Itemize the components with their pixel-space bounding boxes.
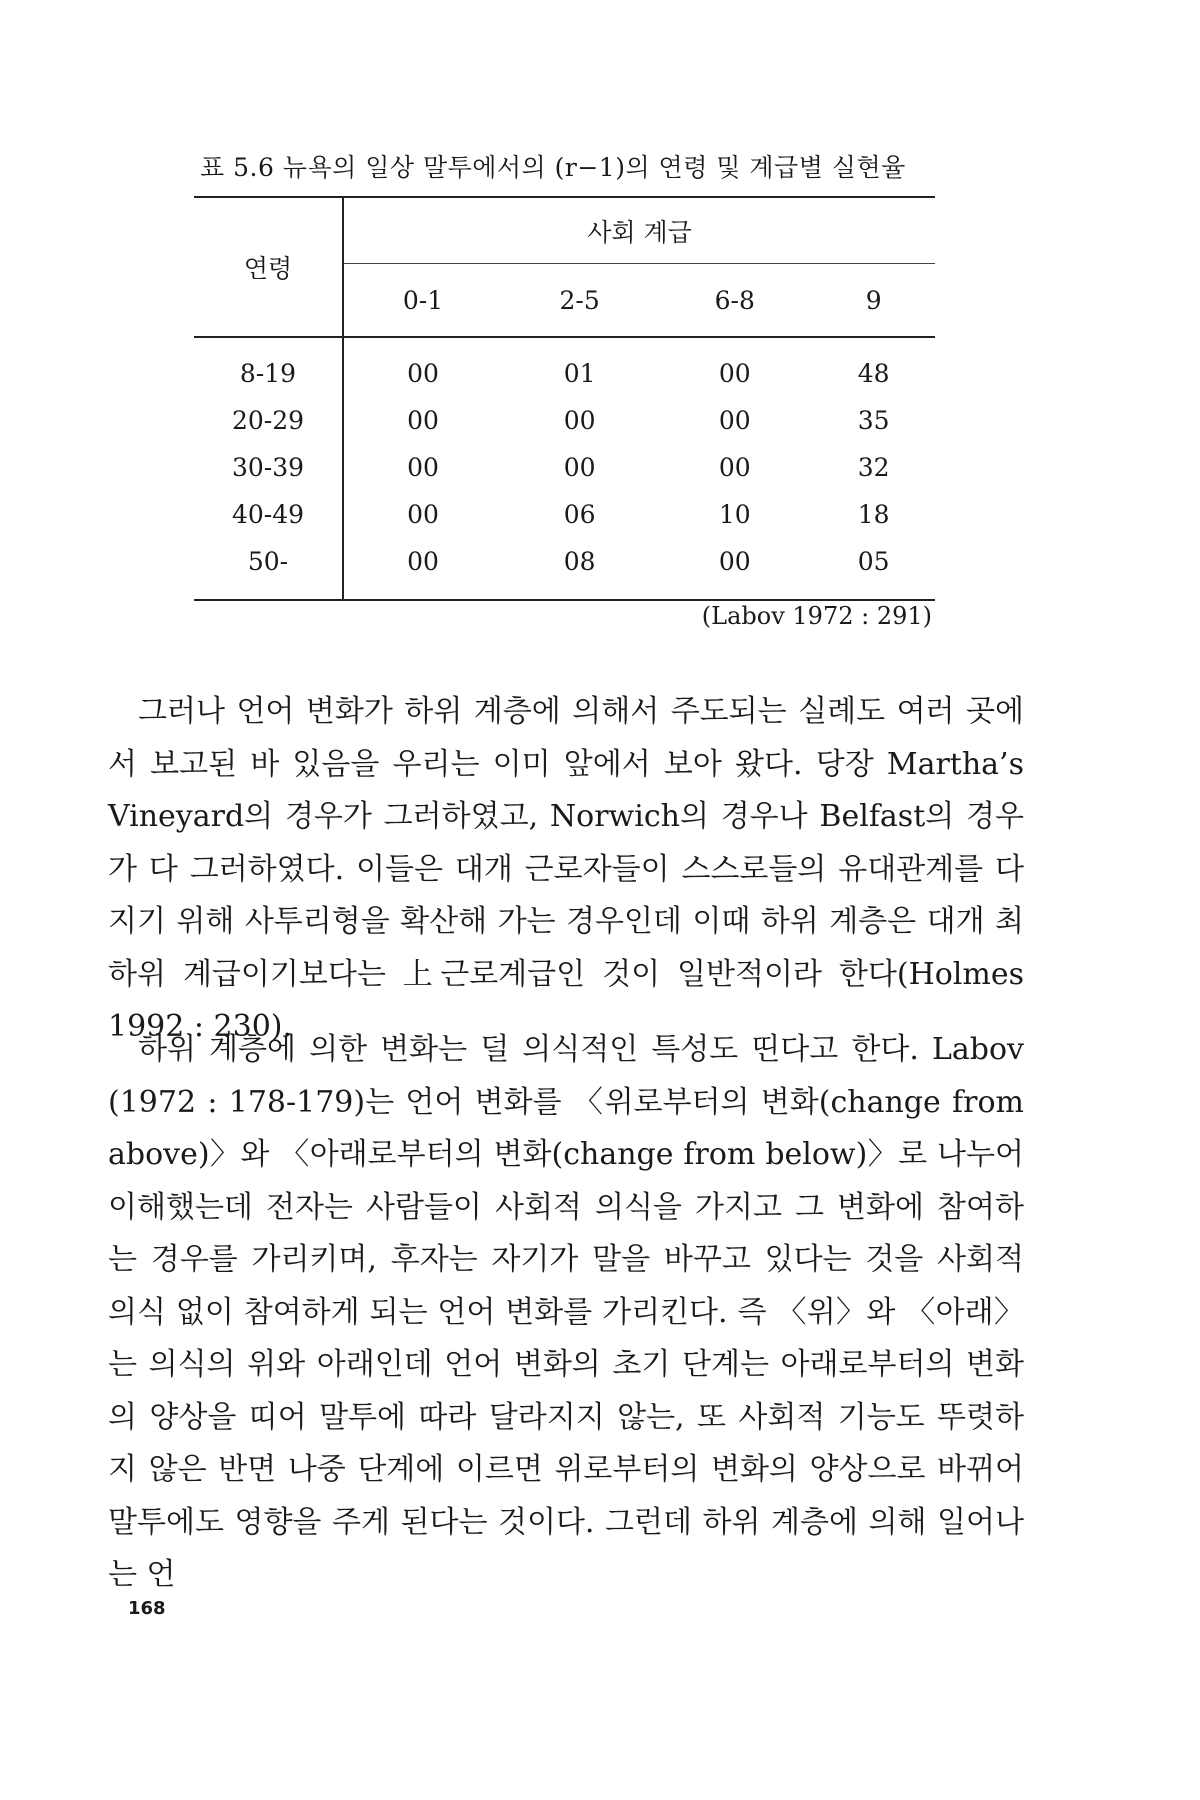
value-cell: 10: [718, 500, 751, 529]
row-header-age: 연령: [194, 197, 343, 337]
value-cell: 00: [718, 359, 751, 388]
page-number: 168: [128, 1598, 166, 1619]
value-cell: 00: [718, 406, 751, 435]
value-cell: 00: [407, 453, 439, 482]
column-header: 6-8: [657, 264, 812, 337]
value-cell: 00: [718, 453, 751, 482]
age-cell: 30-39: [194, 444, 343, 491]
value-cell: 05: [857, 547, 890, 576]
column-header: 2-5: [502, 264, 657, 337]
value-cell: 00: [563, 453, 596, 482]
value-cell: 00: [407, 547, 439, 576]
table-source: (Labov 1972 : 291): [701, 602, 932, 630]
value-cell: 01: [563, 359, 596, 388]
age-cell: 20-29: [194, 397, 343, 444]
value-cell: 48: [857, 359, 890, 388]
value-cell: 32: [857, 453, 890, 482]
table-caption: 표 5.6 뉴욕의 일상 말투에서의 (r−1)의 연령 및 계급별 실현율: [200, 153, 906, 182]
column-header: 9: [812, 264, 935, 337]
table-row: [194, 397, 935, 444]
age-cell: 40-49: [194, 491, 343, 538]
table-row: [194, 337, 935, 397]
value-cell: 08: [563, 547, 596, 576]
body-paragraph: 하위 계층에 의한 변화는 덜 의식적인 특성도 띤다고 한다. Labov (1972 : 178-179)는 언어 변화를 〈위로부터의 변화(change from above)〉와 〈아래로부터의 변화(change from below)〉로 나누어 이해했는데 전자는 사람들이 사회적 의식을 가지고 그 변화에 참여하는 경우를 가리키며, 후자는 자기가 말을 바꾸고 있다는 것을 사회적 의식 없이 참여하게 되는 언어 변화를 가리킨다. 즉 〈위〉와 〈아래〉는 의식의 위와 아래인데 언어 변화의 초기 단계는 아래로부터의 변화의 양상을 띠어 말투에 따라 달라지지 않는, 또 사회적 기능도 뚜렷하지 않은 반면 나중 단계에 이르면 위로부터의 변화의 양상으로 바뀌어 말투에도 영향을 주게 된다는 것이다. 그런데 하위 계층에 의해 일어나는 언: [108, 1032, 1024, 1592]
age-cell: 50-: [194, 538, 343, 600]
value-cell: 00: [407, 406, 439, 435]
value-cell: 00: [563, 406, 596, 435]
table-row: [194, 444, 935, 491]
body-paragraph: 그러나 언어 변화가 하위 계층에 의해서 주도되는 실례도 여러 곳에서 보고된 바 있음을 우리는 이미 앞에서 보아 왔다. 당장 Martha’s Vineyard의 경우가 그러하였고, Norwich의 경우나 Belfast의 경우가 다 그러하였다. 이들은 대개 근로자들이 스스로들의 유대관계를 다지기 위해 사투리형을 확산해 가는 경우인데 이때 하위 계층은 대개 최하위 계급이기보다는 上근로계급인 것이 일반적이라 한다(Holmes 1992 : 230).: [108, 694, 1024, 1044]
value-cell: 35: [857, 406, 890, 435]
column-header: 0-1: [343, 264, 502, 337]
value-cell: 18: [857, 500, 890, 529]
value-cell: 00: [407, 500, 439, 529]
value-cell: 00: [407, 359, 439, 388]
value-cell: 06: [563, 500, 596, 529]
table-row: [194, 538, 935, 600]
table-row: [194, 491, 935, 538]
data-table: [194, 196, 935, 601]
age-cell: 8-19: [194, 337, 343, 397]
value-cell: 00: [718, 547, 751, 576]
column-group-header: 사회 계급: [343, 197, 935, 264]
